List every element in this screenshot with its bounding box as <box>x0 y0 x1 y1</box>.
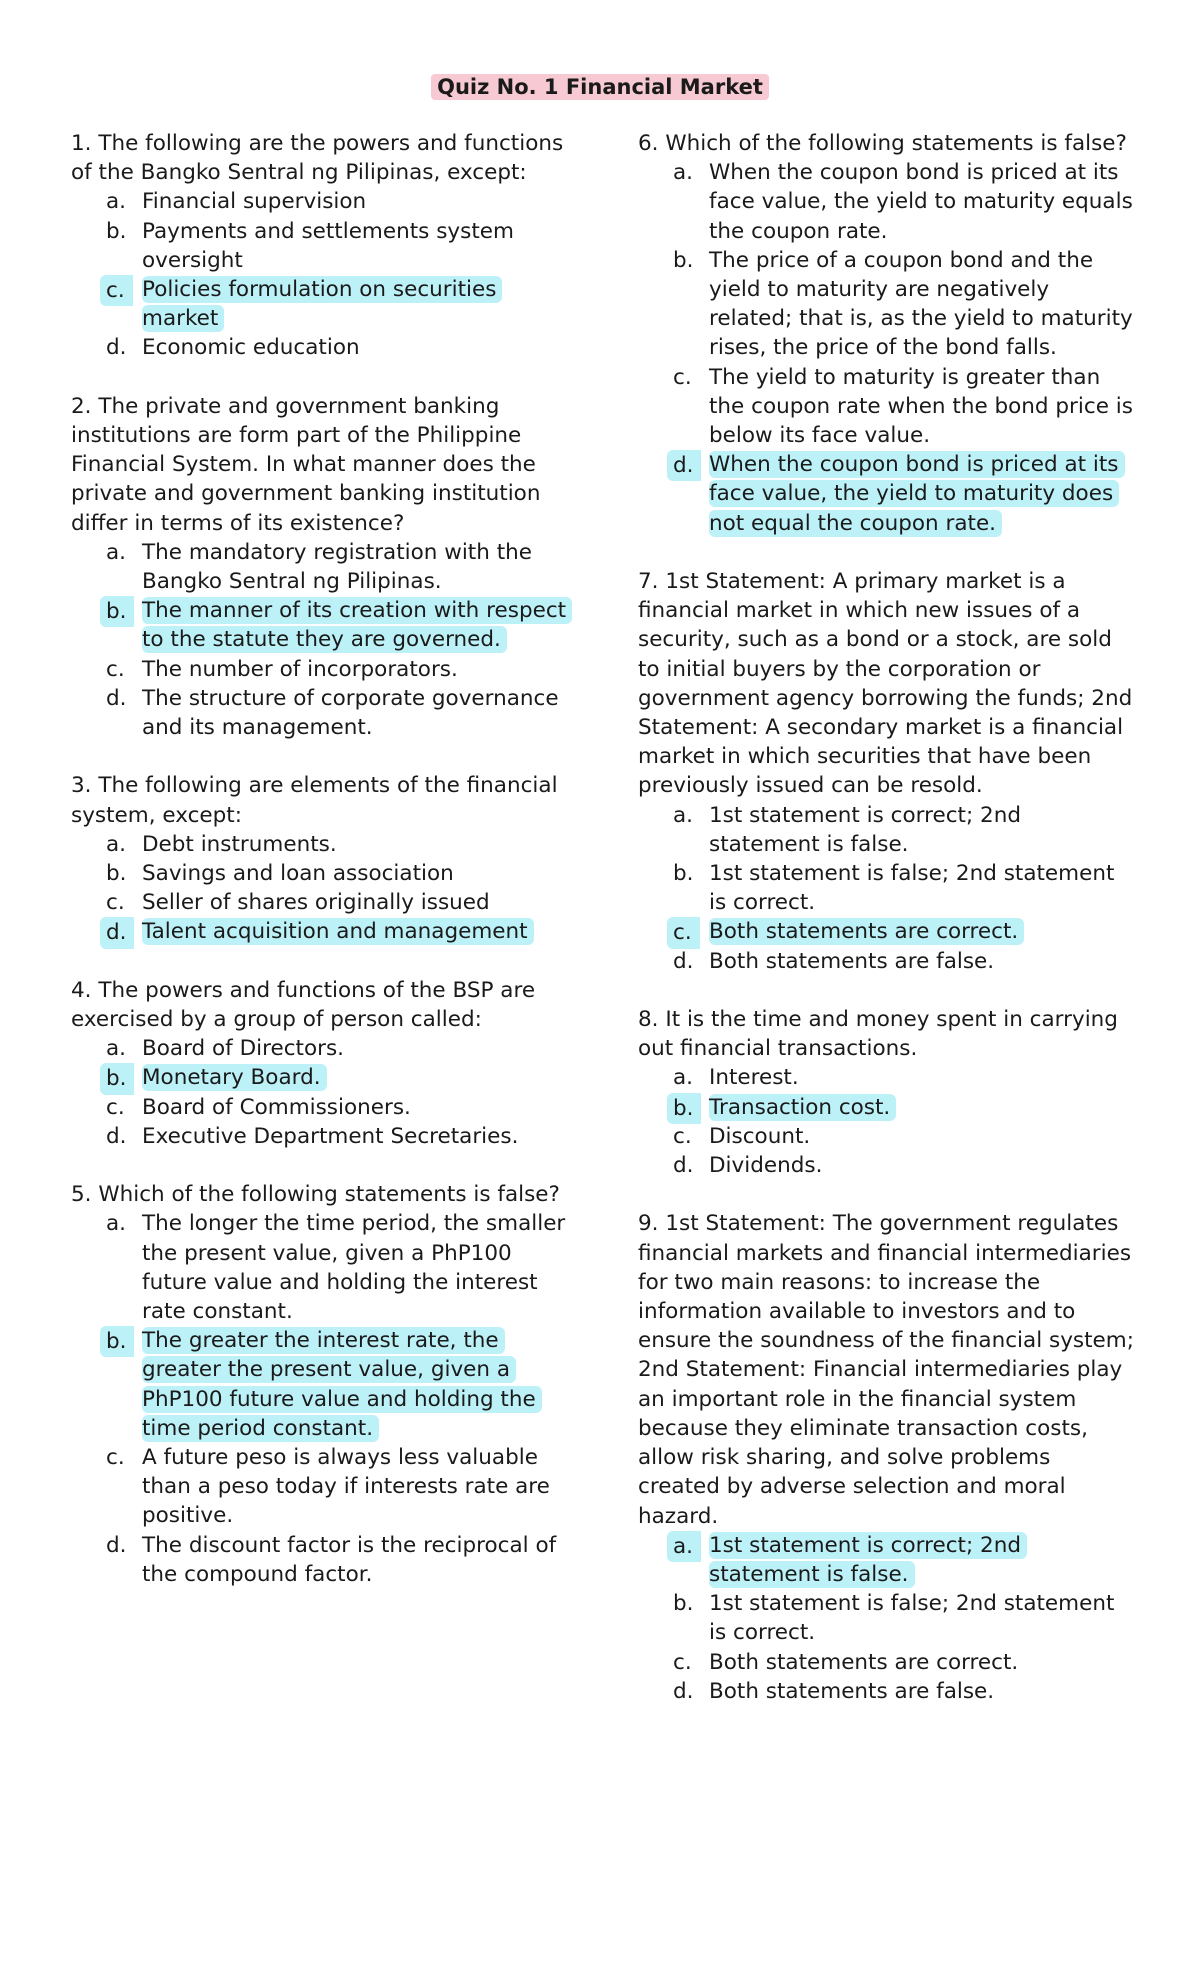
choice-list <box>71 830 571 947</box>
choice-d <box>638 1677 1138 1706</box>
choice-list <box>638 801 1138 976</box>
choice-list <box>71 187 571 362</box>
choice-a <box>71 538 571 596</box>
question-9 <box>638 1209 1138 1705</box>
choice-letter: c. <box>106 1094 125 1120</box>
choice-a <box>71 830 571 859</box>
question-8 <box>638 1005 1138 1180</box>
choice-letter: a. <box>673 1065 694 1091</box>
choice-letter: b. <box>106 218 127 244</box>
choice-letter: b. <box>667 1093 701 1124</box>
choice-a <box>638 1531 1138 1589</box>
choice-letter: a. <box>667 1531 701 1562</box>
choice-letter: d. <box>106 1123 127 1149</box>
choice-b <box>638 1093 1138 1122</box>
question-stem: 4. The powers and functions of the BSP are exercised by a group of person called: <box>71 977 536 1033</box>
choice-text: Board of Commissioners. <box>142 1094 411 1120</box>
question-1 <box>71 129 571 363</box>
choice-a <box>71 1034 571 1063</box>
choice-text: Interest. <box>709 1065 799 1091</box>
choice-text: When the coupon bond is priced at its face value, the yield to maturity equals the coupon rate. <box>709 160 1133 244</box>
choice-letter: b. <box>673 861 694 887</box>
question-7 <box>638 567 1138 976</box>
choice-b <box>71 1326 571 1443</box>
highlighted-answer: Both statements are correct. <box>709 918 1024 945</box>
question-stem: 7. 1st Statement: A primary market is a financial market in which new issues of a security, such as a bond or a stock, are sold to initial buyers by the corporation or government agency borrowing the funds; 2nd Statement: A secondary market is a financial market in which securities that have been previously issued can be resold. <box>638 569 1133 799</box>
choice-text: Both statements are false. <box>709 948 995 974</box>
choice-c <box>71 1443 571 1531</box>
choice-letter: d. <box>106 335 127 361</box>
choice-letter: a. <box>673 802 694 828</box>
choice-d <box>638 947 1138 976</box>
choice-text: A future peso is always less valuable than a peso today if interests rate are positive. <box>142 1445 550 1529</box>
question-stem: 2. The private and government banking institutions are form part of the Philippine Financial System. In what manner does the private and government banking institution differ in terms of its existence? <box>71 393 541 536</box>
choice-list <box>71 1209 571 1589</box>
highlighted-answer: Talent acquisition and management <box>142 918 534 945</box>
choice-text: Economic education <box>142 335 360 361</box>
choice-c <box>638 1648 1138 1677</box>
choice-letter: a. <box>106 189 127 215</box>
choice-text: 1st statement is false; 2nd statement is correct. <box>709 1591 1115 1646</box>
choice-letter: d. <box>106 1532 127 1558</box>
choice-c <box>638 1122 1138 1151</box>
choice-text: 1st statement is correct; 2nd statement is false. <box>709 802 1021 857</box>
choice-letter: c. <box>106 656 125 682</box>
choice-letter: c. <box>673 1123 692 1149</box>
question-stem: 6. Which of the following statements is false? <box>638 131 1127 156</box>
choice-d <box>638 1151 1138 1180</box>
choice-letter: d. <box>673 1678 694 1704</box>
choice-d <box>71 684 571 742</box>
choice-letter: d. <box>673 1153 694 1179</box>
choice-d <box>71 1122 571 1151</box>
choice-c <box>71 1093 571 1122</box>
highlighted-answer: When the coupon bond is priced at its face value, the yield to maturity does not equal the coupon rate. <box>709 451 1125 536</box>
choice-letter: c. <box>667 917 700 948</box>
page-title-text: Quiz No. 1 Financial Market <box>431 74 769 100</box>
highlighted-answer: The manner of its creation with respect to the statute they are governed. <box>142 597 572 653</box>
left-column <box>71 129 571 1618</box>
choice-letter: c. <box>106 890 125 916</box>
choice-d <box>638 450 1138 538</box>
choice-letter: b. <box>100 596 134 627</box>
choice-a <box>71 1209 571 1326</box>
choice-a <box>638 801 1138 859</box>
highlighted-answer: Monetary Board. <box>142 1064 327 1091</box>
choice-letter: a. <box>106 1211 127 1237</box>
choice-b <box>71 217 571 275</box>
highlighted-answer: Transaction cost. <box>709 1094 896 1121</box>
question-4 <box>71 976 571 1151</box>
choice-letter: a. <box>673 160 694 186</box>
choice-text: Payments and settlements system oversight <box>142 218 514 273</box>
choice-text: The structure of corporate governance and its management. <box>142 685 559 741</box>
highlighted-answer: 1st statement is correct; 2nd statement is false. <box>709 1532 1027 1588</box>
choice-d <box>71 917 571 946</box>
choice-a <box>638 1063 1138 1092</box>
highlighted-answer: Policies formulation on securities market <box>142 276 502 332</box>
choice-c <box>71 275 571 333</box>
highlighted-answer: The greater the interest rate, the greater the present value, given a PhP100 future value and holding the time period constant. <box>142 1327 542 1442</box>
choice-text: Seller of shares originally issued <box>142 890 490 916</box>
choice-b <box>638 246 1138 363</box>
choice-text: Savings and loan association <box>142 861 454 887</box>
choice-letter: c. <box>673 364 692 390</box>
choice-letter: a. <box>106 831 127 857</box>
choice-text: Both statements are false. <box>709 1678 995 1704</box>
choice-text: Financial supervision <box>142 189 367 215</box>
choice-text: The longer the time period, the smaller the present value, given a PhP100 future value and holding the interest rate constant. <box>142 1211 566 1325</box>
choice-d <box>71 333 571 362</box>
choice-a <box>71 187 571 216</box>
choice-c <box>638 363 1138 451</box>
choice-list <box>638 1063 1138 1180</box>
question-3 <box>71 771 571 946</box>
choice-a <box>638 158 1138 246</box>
choice-letter: d. <box>673 948 694 974</box>
choice-letter: d. <box>106 685 127 711</box>
question-6 <box>638 129 1138 538</box>
choice-text: Debt instruments. <box>142 831 337 857</box>
choice-c <box>638 917 1138 946</box>
choice-list <box>71 538 571 742</box>
choice-text: The number of incorporators. <box>142 656 458 682</box>
choice-letter: a. <box>106 539 127 565</box>
choice-letter: a. <box>106 1036 127 1062</box>
choice-list <box>638 158 1138 538</box>
choice-letter: b. <box>673 247 694 273</box>
choice-text: 1st statement is false; 2nd statement is correct. <box>709 861 1115 916</box>
choice-c <box>71 655 571 684</box>
choice-b <box>71 859 571 888</box>
choice-text: Executive Department Secretaries. <box>142 1123 519 1149</box>
choice-text: The price of a coupon bond and the yield to maturity are negatively related; that is, as the yield to maturity rises, the price of the bond falls. <box>709 247 1133 361</box>
choice-list <box>638 1531 1138 1706</box>
choice-letter: d. <box>667 450 701 481</box>
question-2 <box>71 392 571 742</box>
choice-c <box>71 888 571 917</box>
choice-text: The discount factor is the reciprocal of the compound factor. <box>142 1532 557 1587</box>
choice-letter: d. <box>100 917 134 948</box>
choice-b <box>71 1063 571 1092</box>
question-stem: 5. Which of the following statements is false? <box>71 1182 560 1208</box>
question-stem: 3. The following are elements of the financial system, except: <box>71 773 558 828</box>
question-stem: 9. 1st Statement: The government regulates financial markets and financial intermediaries for two main reasons: to increase the information available to investors and to ensure the soundness of the financial system; 2nd Statement: Financial intermediaries play an important role in the financial system because they eliminate transaction costs, allow risk sharing, and solve problems created by adverse selection and moral hazard. <box>638 1211 1134 1529</box>
question-5 <box>71 1180 571 1589</box>
right-column <box>638 129 1138 1735</box>
choice-b <box>71 596 571 654</box>
choice-letter: b. <box>100 1063 134 1094</box>
choice-d <box>71 1531 571 1589</box>
choice-text: The mandatory registration with the Bangko Sentral ng Pilipinas. <box>142 539 532 595</box>
choice-text: Discount. <box>709 1123 811 1149</box>
choice-letter: c. <box>106 1445 125 1471</box>
choice-letter: c. <box>673 1649 692 1675</box>
choice-text: The yield to maturity is greater than the coupon rate when the bond price is below its face value. <box>709 364 1133 449</box>
choice-text: Dividends. <box>709 1153 823 1179</box>
question-stem: 8. It is the time and money spent in carrying out financial transactions. <box>638 1007 1118 1062</box>
choice-text: Board of Directors. <box>142 1036 344 1062</box>
choice-letter: b. <box>106 861 127 887</box>
choice-letter: b. <box>673 1591 694 1617</box>
choice-text: Both statements are correct. <box>709 1649 1019 1675</box>
choice-b <box>638 859 1138 917</box>
choice-letter: b. <box>100 1326 134 1357</box>
choice-letter: c. <box>100 275 133 306</box>
page-title <box>0 71 1200 103</box>
question-stem: 1. The following are the powers and functions of the Bangko Sentral ng Pilipinas, except: <box>71 131 564 186</box>
choice-list <box>71 1034 571 1151</box>
choice-b <box>638 1589 1138 1647</box>
